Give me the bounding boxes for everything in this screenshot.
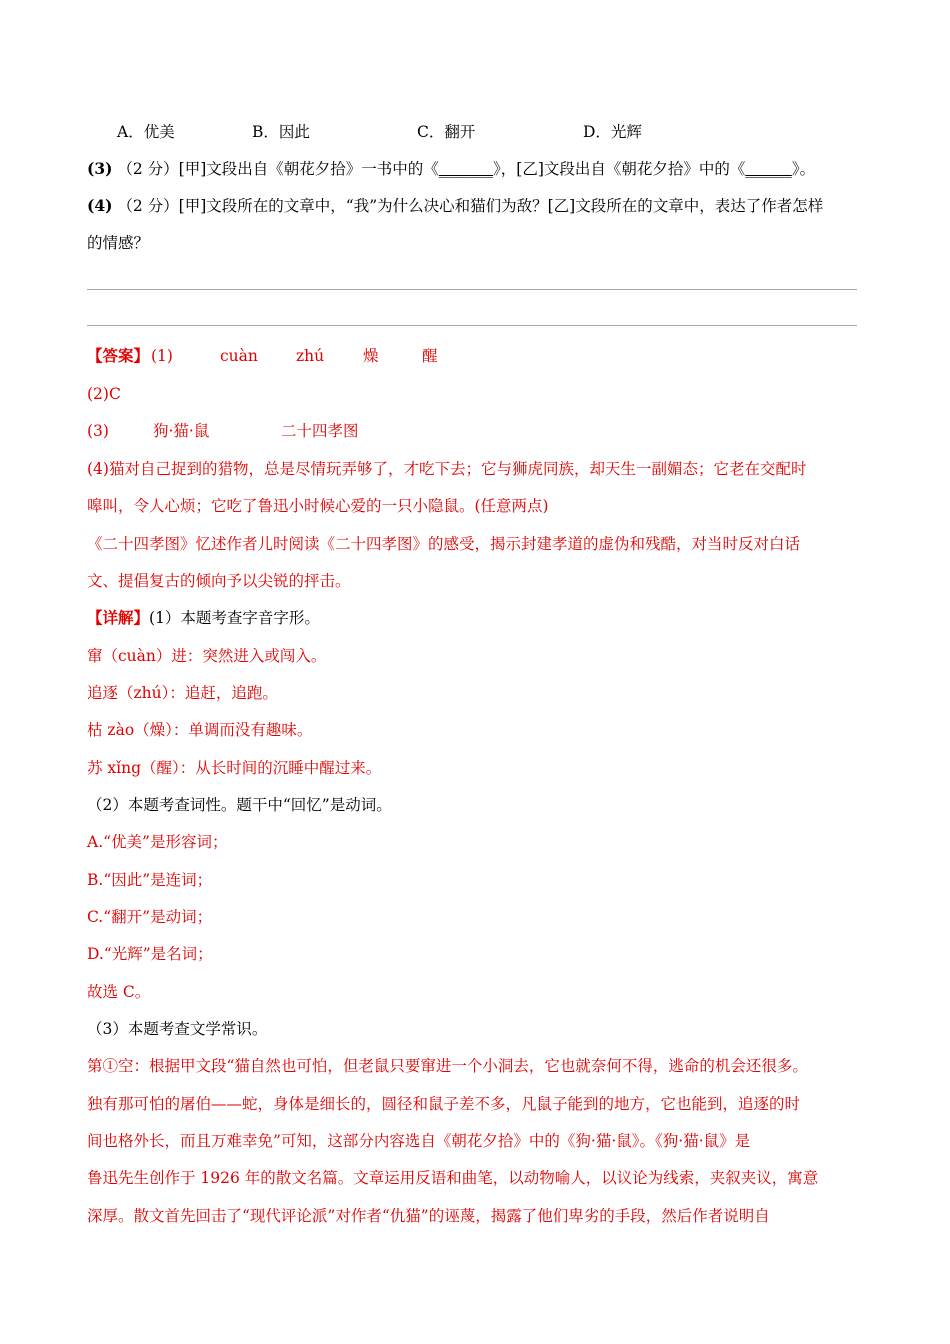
- blank-1: _______: [438, 160, 494, 178]
- answer-item: cuàn: [220, 347, 258, 365]
- detail-paragraph-line-2: 独有那可怕的屠伯——蛇，身体是细长的，圆径和鼠子差不多，凡鼠子能到的地方，它也能到，追逐的时: [87, 1095, 801, 1113]
- detail-line-2: 窜（cuàn）进：突然进入或闯入。: [87, 647, 327, 665]
- answer-item: 醒: [422, 347, 438, 365]
- detail-line-4: 枯 zào（燥）：单调而没有趣味。: [87, 721, 313, 739]
- options-row: [87, 122, 877, 142]
- answer-item: 燥: [363, 347, 379, 365]
- answer-item: 二十四孝图: [281, 422, 359, 440]
- detail-line-9: C.“翻开”是动词；: [87, 908, 213, 926]
- question-4: (4) （2 分）[甲]文段所在的文章中，“我”为什么决心和猫们为敌？[乙]文段所在的文章中，表达了作者怎样: [87, 196, 824, 215]
- option-d: D．光辉: [583, 123, 642, 141]
- detail-line-1: 【详解】(1）本题考查字音字形。: [87, 608, 320, 627]
- question-4-line-2: 的情感？: [87, 234, 150, 252]
- answer-item: zhú: [296, 347, 325, 365]
- detail-line-5: 苏 xǐng（醒）：从长时间的沉睡中醒过来。: [87, 759, 382, 777]
- answer-4-line-3: 《二十四孝图》忆述作者儿时阅读《二十四孝图》的感受，揭示封建孝道的虚伪和残酷，对当时反对白话: [87, 535, 801, 553]
- detail-line-6: （2）本题考查词性。题干中“回忆”是动词。: [87, 796, 392, 814]
- detail-line-3: 追逐（zhú）：追赶，追跑。: [87, 684, 278, 702]
- detail-label: 【详解】: [87, 608, 150, 627]
- answer-4-line-1: (4)猫对自己捉到的猎物，总是尽情玩弄够了，才吃下去；它与狮虎同族，却天生一副媚态；它老在交配时: [87, 460, 807, 478]
- answer-3: (3) 狗·猫·鼠 二十四孝图: [87, 422, 359, 440]
- answer-line-1: 【答案】 (1) cuàn zhú 燥 醒: [87, 346, 438, 365]
- detail-line-8: B.“因此”是连词；: [87, 871, 213, 889]
- detail-paragraph-line-3: 间也格外长，而且万难幸免”可知，这部分内容选自《朝花夕拾》中的《狗·猫·鼠》。《狗·猫·鼠》是: [87, 1132, 751, 1150]
- option-a: A．优美: [117, 123, 175, 141]
- answer-4-line-4: 文、提倡复古的倾向予以尖锐的抨击。: [87, 572, 351, 590]
- answer-label: 【答案】: [87, 346, 150, 365]
- blank-2: ______: [745, 160, 792, 178]
- question-4-number: (4): [87, 196, 113, 215]
- answer-4-line-2: 嗥叫，令人心烦；它吃了鲁迅小时候心爱的一只小隐鼠。(任意两点): [87, 497, 549, 515]
- detail-line-12: （3）本题考查文学常识。: [87, 1020, 268, 1038]
- answer-rule-2: [87, 325, 857, 326]
- option-c: C．翻开: [417, 123, 476, 141]
- question-3-number: (3): [87, 159, 113, 178]
- question-3: (3) （2 分）[甲]文段出自《朝花夕拾》一书中的《_______》，[乙]文段出自《朝花夕拾》中的《______》。: [87, 159, 816, 178]
- answer-rule-1: [87, 289, 857, 290]
- answer-item: 狗·猫·鼠: [153, 422, 210, 440]
- answer-2: (2)C: [87, 385, 121, 403]
- detail-paragraph-line-1: 第①空：根据甲文段“猫自然也可怕，但老鼠只要窜进一个小洞去，它也就奈何不得，逃命的机会还很多。: [87, 1057, 808, 1075]
- detail-paragraph-line-5: 深厚。散文首先回击了“现代评论派”对作者“仇猫”的诬蔑，揭露了他们卑劣的手段，然后作者说明自: [87, 1207, 770, 1225]
- detail-line-11: 故选 C。: [87, 983, 151, 1001]
- detail-line-7: A.“优美”是形容词；: [87, 833, 228, 851]
- detail-line-10: D.“光辉”是名词；: [87, 945, 213, 963]
- option-b: B．因此: [252, 123, 310, 141]
- detail-paragraph-line-4: 鲁迅先生创作于 1926 年的散文名篇。文章运用反语和曲笔，以动物喻人，以议论为线索，夹叙夹议，寓意: [87, 1169, 819, 1187]
